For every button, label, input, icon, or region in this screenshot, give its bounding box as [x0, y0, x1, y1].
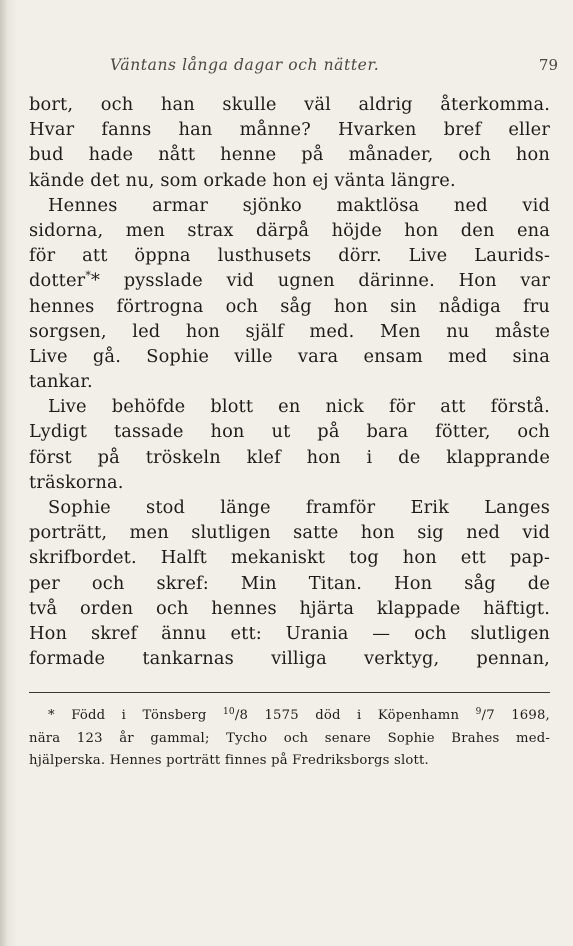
- footnote-text: 1698,: [511, 708, 550, 723]
- text-line: för att öppna lusthusets dörr. Live Laurids-: [29, 245, 550, 267]
- text-line: två orden och hennes hjärta klappade häftigt.: [29, 597, 550, 619]
- text-line: Lydigt tassade hon ut på bara fötter, och: [29, 421, 550, 443]
- text-line: bort, och han skulle väl aldrig återkomma.: [29, 94, 550, 115]
- text-line: porträtt, men slutligen satte hon sig ned vid: [29, 522, 550, 544]
- text-line: Live gå. Sophie ville vara ensam med sina: [29, 345, 550, 367]
- text-line: sidorna, men strax därpå höjde hon den ena: [29, 219, 550, 241]
- text-line: Hon skref ännu ett: Urania — och slutligen: [29, 622, 550, 644]
- footnote-date-month: /7: [481, 708, 495, 723]
- text-line: [29, 268, 550, 293]
- footnote-marker: *: [48, 708, 55, 723]
- footnote-line: nära 123 år gammal; Tycho och senare Sophie Brahes med-: [29, 730, 550, 746]
- text-line: kände det nu, som orkade hon ej vänta längre.: [29, 169, 456, 191]
- text-line: Hennes armar sjönko maktlösa ned vid: [48, 194, 550, 216]
- footnote-divider: [29, 692, 550, 693]
- footnote-line: [29, 705, 550, 728]
- footnote-text: 1575 död i Köpenhamn: [264, 708, 460, 723]
- text-line: per och skref: Min Titan. Hon såg de: [29, 572, 550, 594]
- page-binding-shadow: [0, 0, 18, 946]
- text-line: sorgsen, led hon själf med. Men nu måste: [29, 320, 550, 342]
- text-line: Live behöfde blott en nick för att förstå.: [48, 396, 550, 418]
- text-fragment: dotter: [29, 270, 86, 292]
- text-line: bud hade nått henne på månader, och hon: [29, 144, 550, 166]
- footnote: [29, 705, 550, 773]
- text-line: träskorna.: [29, 471, 124, 493]
- text-line: Hvar fanns han månne? Hvarken bref eller: [29, 119, 550, 141]
- text-fragment: * pysslade vid ugnen därinne. Hon var: [90, 270, 550, 292]
- footnote-date-day: 10: [222, 707, 235, 717]
- text-line: hennes förtrogna och såg hon sin nådiga fru: [29, 295, 550, 317]
- footnote-date-month: /8: [234, 708, 249, 723]
- text-line: Sophie stod länge framför Erik Langes: [48, 497, 550, 518]
- text-line: skrifbordet. Halft mekaniskt tog hon ett pap-: [29, 547, 550, 569]
- text-line: först på tröskeln klef hon i de klapprande: [29, 446, 550, 468]
- text-line: tankar.: [29, 371, 93, 393]
- text-line: formade tankarnas villiga verktyg, pennan,: [29, 648, 550, 670]
- footnote-date-day: 9: [475, 707, 482, 717]
- running-header: Väntans långa dagar och nätter.: [110, 56, 380, 74]
- body-text: [29, 92, 550, 671]
- page-number: 79: [538, 56, 558, 74]
- footnote-line: hjälperska. Hennes porträtt finnes på Fredriksborgs slott.: [29, 753, 429, 768]
- footnote-reference: *: [85, 269, 91, 283]
- footnote-text: Född i Tönsberg: [71, 708, 207, 723]
